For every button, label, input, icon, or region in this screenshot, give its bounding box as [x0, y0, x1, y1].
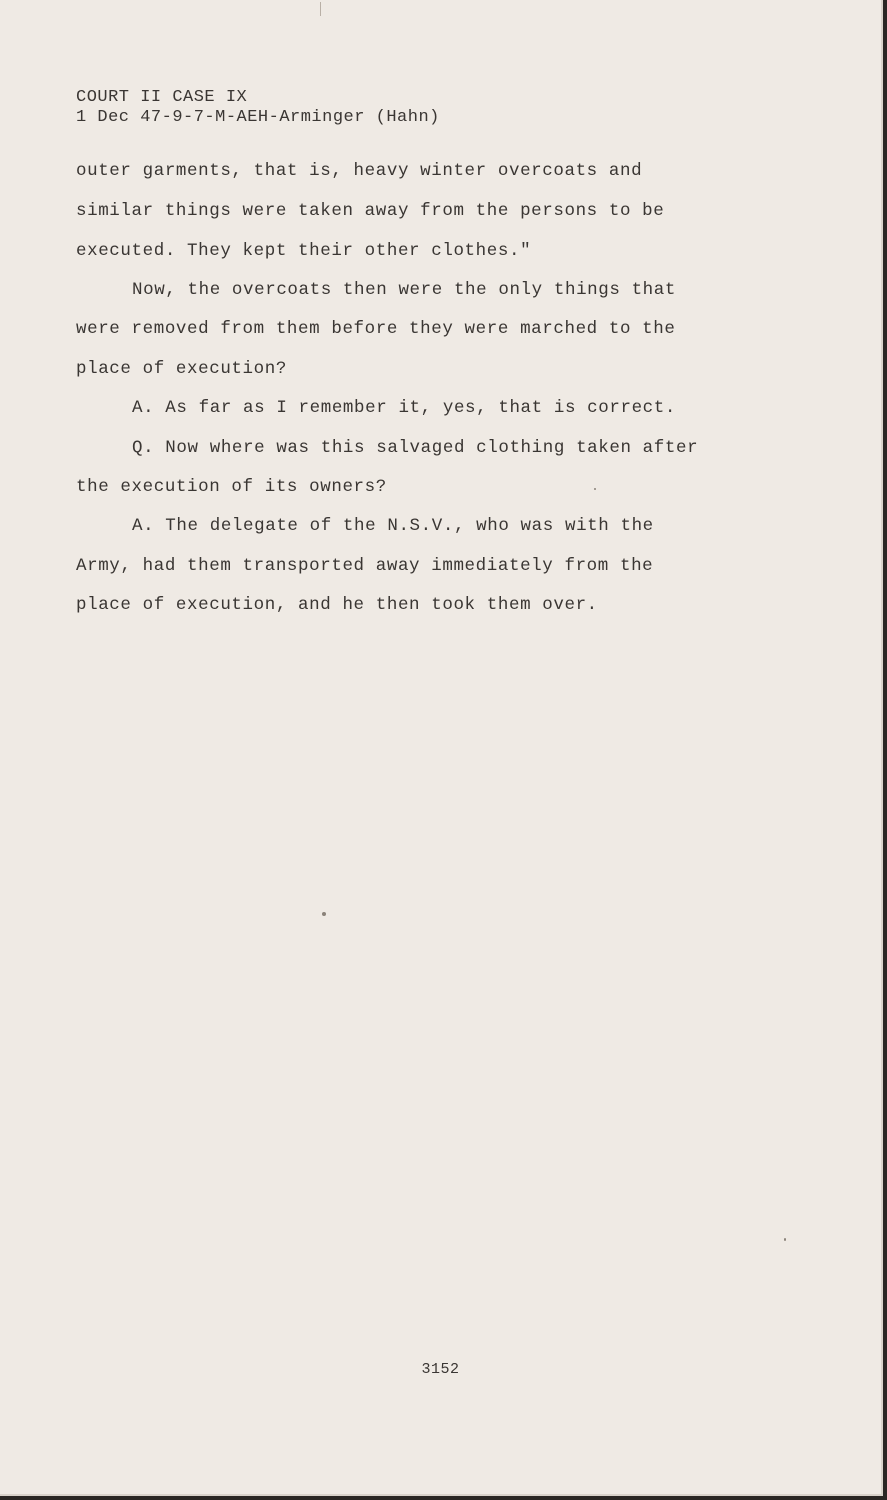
transcript-line: outer garments, that is, heavy winter overcoats and: [76, 161, 643, 181]
paper-speck: [594, 488, 596, 490]
transcript-line: Army, had them transported away immediately from the: [76, 556, 654, 576]
answer-line: A. As far as I remember it, yes, that is correct.: [132, 398, 676, 418]
answer-line: A. The delegate of the N.S.V., who was with the: [132, 516, 654, 536]
question-line: Q. Now where was this salvaged clothing taken after: [132, 438, 699, 458]
transcript-line: were removed from them before they were marched to the: [76, 319, 676, 339]
transcript-line: similar things were taken away from the persons to be: [76, 201, 665, 221]
transcript-line: the execution of its owners?: [76, 477, 387, 497]
paper-speck: [322, 912, 326, 916]
transcript-line: Now, the overcoats then were the only things that: [132, 280, 676, 300]
paper-speck: [784, 1238, 786, 1241]
document-header: [76, 88, 440, 128]
transcript-line: executed. They kept their other clothes.": [76, 241, 532, 261]
date-reference-line: 1 Dec 47-9-7-M-AEH-Arminger (Hahn): [76, 108, 440, 127]
page-mark: [320, 2, 321, 16]
page-number: 3152: [421, 1361, 460, 1378]
transcript-line: place of execution, and he then took them over.: [76, 595, 598, 615]
transcript-line: place of execution?: [76, 359, 287, 379]
court-case-line: COURT II CASE IX: [76, 88, 248, 107]
